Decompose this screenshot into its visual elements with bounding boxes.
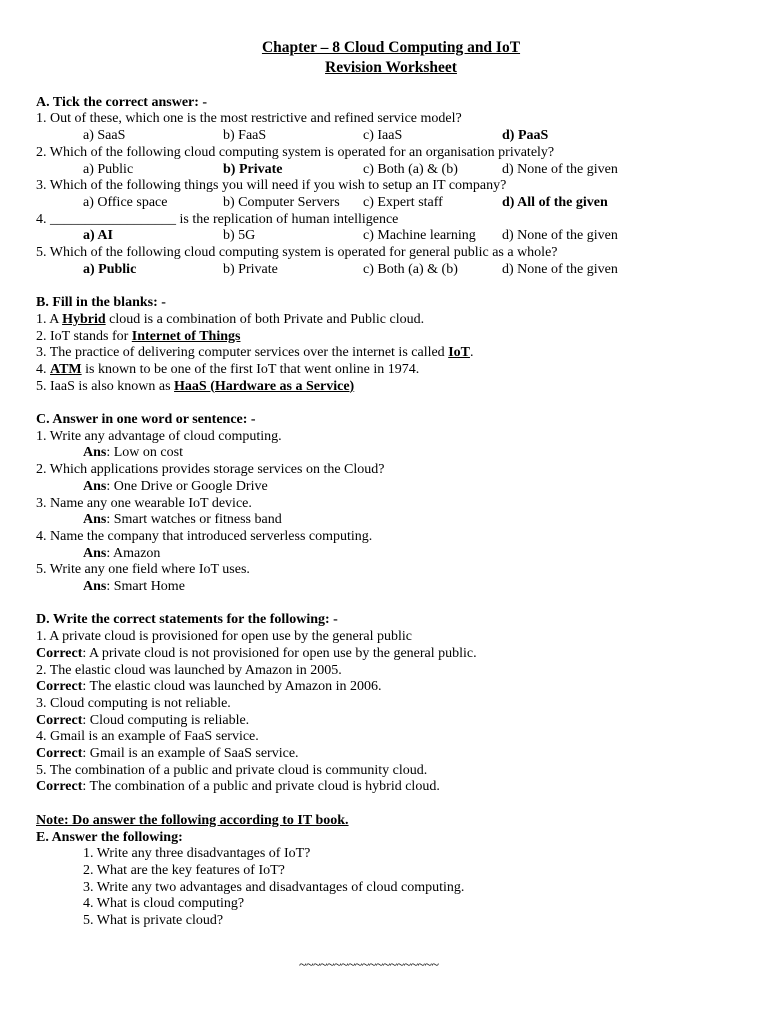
option: c) Both (a) & (b) [363, 161, 458, 177]
correction-line [36, 679, 736, 696]
question-text: 4. Name the company that introduced serverless computing. [36, 528, 373, 544]
note: Note: Do answer the following according to IT book. [36, 812, 349, 828]
correction-line [36, 779, 736, 796]
footer-divider: ~~~~~~~~~~~~~~~~~~~~ [299, 958, 439, 973]
option-row [36, 262, 736, 279]
option: a) SaaS [83, 128, 126, 144]
correction-text: : The combination of a public and private cloud is hybrid cloud. [82, 779, 440, 795]
answer-line [36, 579, 736, 596]
answer-text: : One Drive or Google Drive [106, 478, 268, 494]
option: b) 5G [223, 228, 256, 244]
option: a) Public [83, 161, 134, 177]
fill-blank-answer: ATM [50, 361, 82, 377]
answer-text: : Smart watches or fitness band [106, 512, 282, 528]
option-row [36, 162, 736, 179]
answer-text: : Low on cost [106, 445, 183, 461]
question-text: 1. Write any advantage of cloud computing. [36, 428, 282, 444]
correction-line [36, 746, 736, 763]
question-text: 1. Write any three disadvantages of IoT? [83, 846, 311, 862]
correction-text: : Cloud computing is reliable. [82, 712, 250, 728]
fill-blank-text: 5. IaaS is also known as [36, 378, 175, 394]
question-text: 3. Name any one wearable IoT device. [36, 495, 252, 511]
question-text: 3. Which of the following things you will need if you wish to setup an IT company? [36, 178, 507, 194]
fill-blank-item [36, 362, 736, 379]
question-text: 5. What is private cloud? [83, 913, 224, 929]
answer-line [36, 479, 736, 496]
correction-text: : Gmail is an example of SaaS service. [82, 746, 299, 762]
answer-label: Ans [83, 579, 107, 595]
fill-blank-answer: HaaS (Hardware as a Service) [174, 378, 355, 394]
answer-text: : Amazon [106, 545, 161, 561]
correction-label: Correct [36, 779, 83, 795]
page-subtitle: Revision Worksheet [325, 59, 457, 76]
option: d) None of the given [502, 228, 618, 244]
statement-text: 5. The combination of a public and private cloud is community cloud. [36, 762, 428, 778]
correction-line [36, 713, 736, 730]
option-row [36, 195, 736, 212]
option: a) Office space [83, 194, 168, 210]
statement-text: 4. Gmail is an example of FaaS service. [36, 729, 259, 745]
answer-line [36, 512, 736, 529]
section-a-heading: A. Tick the correct answer: - [36, 94, 208, 110]
section-d [36, 629, 736, 796]
correction-line [36, 646, 736, 663]
correction-label: Correct [36, 645, 83, 661]
option-correct: d) All of the given [502, 194, 608, 210]
option-row [36, 128, 736, 145]
question-text: 2. Which applications provides storage services on the Cloud? [36, 462, 385, 478]
question-text: 2. Which of the following cloud computing system is operated for an organisation privately? [36, 144, 555, 160]
question-text: 3. Write any two advantages and disadvantages of cloud computing. [83, 879, 465, 895]
question-text: 4. __________________ is the replication of human intelligence [36, 211, 399, 227]
section-e-heading: E. Answer the following: [36, 829, 183, 845]
section-c [36, 429, 736, 596]
question-text: 1. Out of these, which one is the most restrictive and refined service model? [36, 111, 462, 127]
option: d) None of the given [502, 161, 618, 177]
option-row [36, 228, 736, 245]
fill-blank-text: is known to be one of the first IoT that went online in 1974. [81, 361, 420, 377]
answer-label: Ans [83, 512, 107, 528]
answer-label: Ans [83, 445, 107, 461]
question-text: 2. What are the key features of IoT? [83, 862, 285, 878]
fill-blank-text: 1. A [36, 311, 63, 327]
option: c) Expert staff [363, 194, 443, 210]
question-text: 5. Which of the following cloud computing system is operated for general public as a whole? [36, 245, 558, 261]
option: b) Private [223, 261, 278, 277]
statement-text: 1. A private cloud is provisioned for open use by the general public [36, 629, 412, 645]
option-correct: d) PaaS [502, 128, 549, 144]
option-correct: b) Private [223, 161, 283, 177]
answer-text: : Smart Home [106, 579, 185, 595]
fill-blank-answer: Internet of Things [131, 328, 241, 344]
section-b-heading: B. Fill in the blanks: - [36, 295, 166, 311]
question-text: 5. Write any one field where IoT uses. [36, 562, 250, 578]
fill-blank-answer: Hybrid [62, 311, 106, 327]
correction-label: Correct [36, 712, 83, 728]
fill-blank-item [36, 345, 736, 362]
section-a [36, 111, 736, 278]
correction-text: : The elastic cloud was launched by Amazon in 2006. [82, 679, 382, 695]
option: c) Both (a) & (b) [363, 261, 458, 277]
section-b [36, 312, 736, 396]
correction-label: Correct [36, 679, 83, 695]
statement-text: 3. Cloud computing is not reliable. [36, 695, 231, 711]
fill-blank-text: 4. [36, 361, 50, 377]
answer-label: Ans [83, 545, 107, 561]
section-e [36, 846, 736, 930]
fill-blank-item [36, 312, 736, 329]
fill-blank-answer: IoT [448, 345, 470, 361]
answer-line [36, 445, 736, 462]
correction-label: Correct [36, 746, 83, 762]
option-correct: a) Public [83, 261, 137, 277]
answer-label: Ans [83, 478, 107, 494]
correction-text: : A private cloud is not provisioned for open use by the general public. [82, 645, 477, 661]
option: c) IaaS [363, 128, 403, 144]
fill-blank-text: 2. IoT stands for [36, 328, 132, 344]
option: b) Computer Servers [223, 194, 340, 210]
page-title: Chapter – 8 Cloud Computing and IoT [261, 39, 521, 56]
option-correct: a) AI [83, 228, 113, 244]
section-c-heading: C. Answer in one word or sentence: - [36, 412, 256, 428]
answer-line [36, 546, 736, 563]
statement-text: 2. The elastic cloud was launched by Amazon in 2005. [36, 662, 342, 678]
fill-blank-item [36, 379, 736, 396]
fill-blank-item [36, 329, 736, 346]
option: b) FaaS [223, 128, 267, 144]
section-d-heading: D. Write the correct statements for the following: - [36, 612, 338, 628]
worksheet-page [36, 38, 736, 930]
option: d) None of the given [502, 261, 618, 277]
fill-blank-text: . [469, 345, 474, 361]
option: c) Machine learning [363, 228, 476, 244]
fill-blank-text: 3. The practice of delivering computer services over the internet is called [36, 345, 449, 361]
fill-blank-text: cloud is a combination of both Private and Public cloud. [105, 311, 425, 327]
question-text: 4. What is cloud computing? [83, 896, 245, 912]
